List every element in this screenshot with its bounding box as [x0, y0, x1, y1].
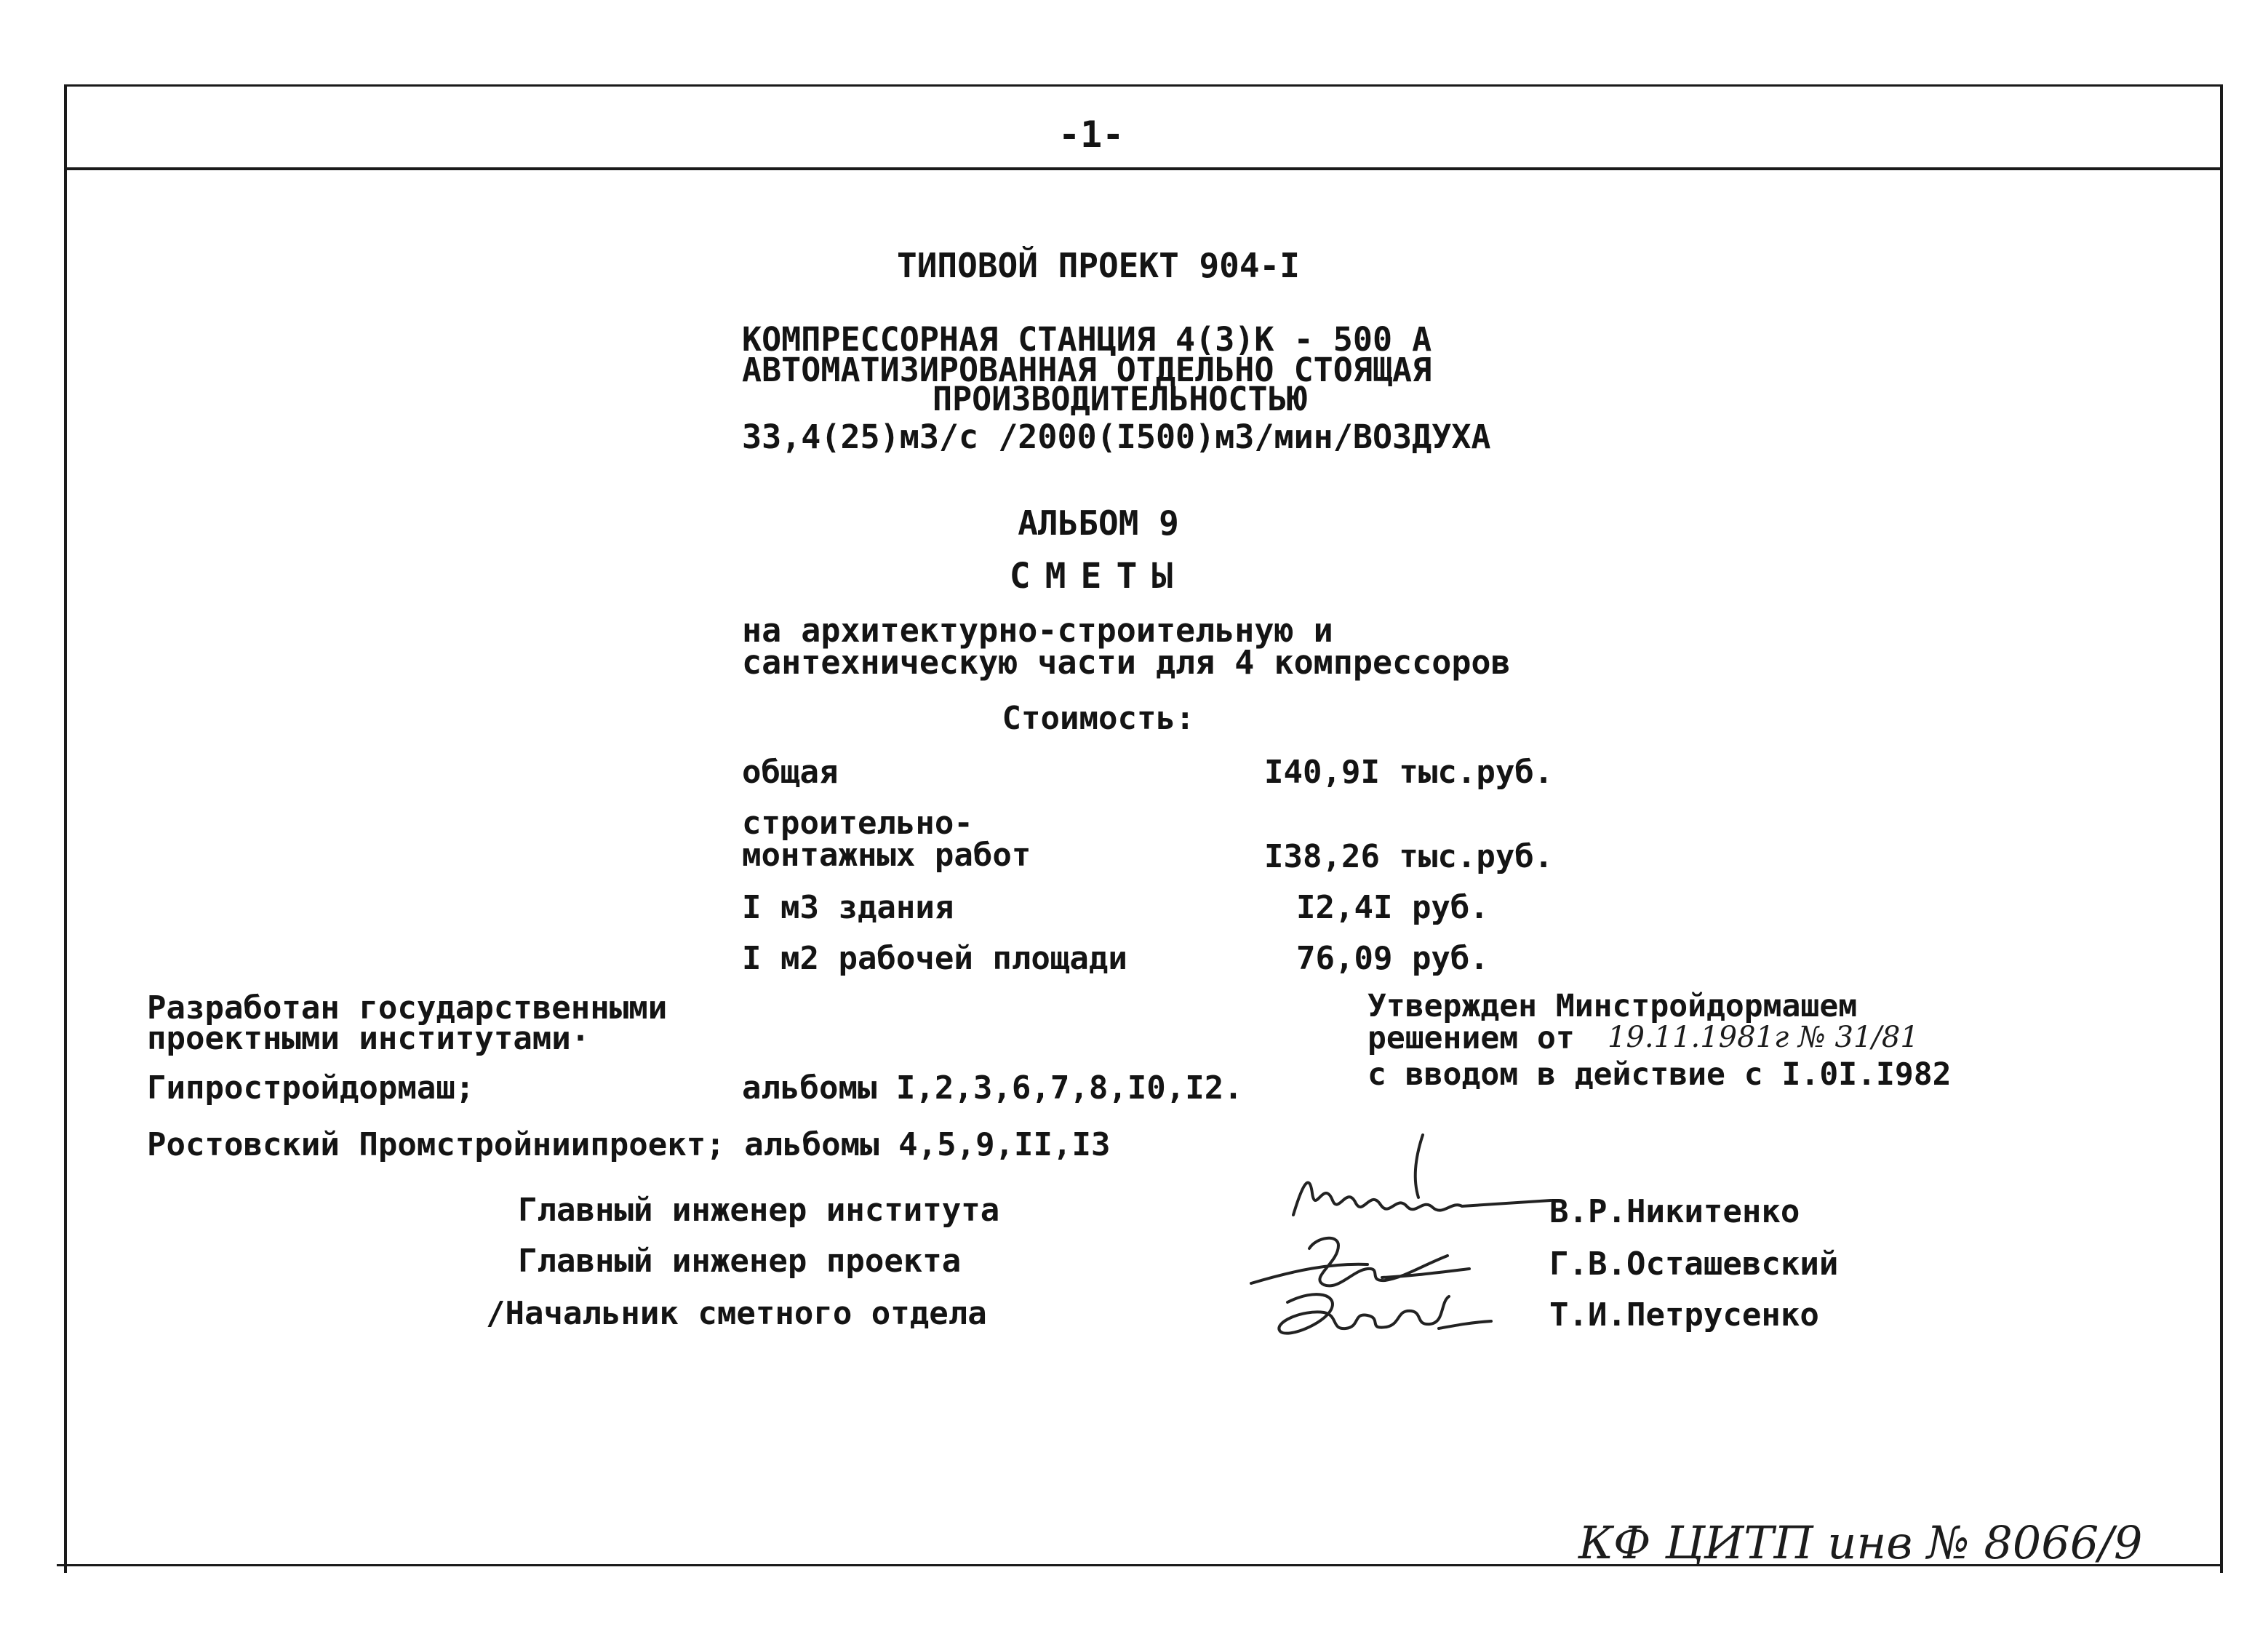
archive-stamp: КФ ЦИТП инв № 8066/9 [1578, 1516, 2143, 1569]
approval-line-3: с вводом в действие с I.0I.I982 [1367, 1056, 1952, 1093]
signature-nikitenko [1280, 1128, 1557, 1237]
cost-value-construction: I38,26 тыс.руб. [1264, 838, 1554, 875]
signature-role-2: Главный инженер проекта [518, 1243, 962, 1280]
developer-org-2: Ростовский Промстройниипроект; альбомы 4,5,9,II,I3 [147, 1126, 1111, 1163]
title-line-1: КОМПРЕССОРНАЯ СТАНЦИЯ 4(3)К - 500 А [742, 320, 1432, 359]
developers-intro-2: проектными институтами· [147, 1020, 591, 1057]
project-title: ТИПОВОЙ ПРОЕКТ 904-I [897, 246, 1300, 285]
header-divider [64, 167, 2223, 170]
title-line-4: 33,4(25)м3/с /2000(I500)м3/мин/ВОЗДУХА [742, 418, 1491, 456]
cost-heading: Стоимость: [1002, 700, 1195, 737]
album-title: АЛЬБОМ 9 [1018, 503, 1179, 543]
cost-value-m3: I2,4I руб. [1296, 889, 1489, 926]
title-line-3: ПРОИЗВОДИТЕЛЬНОСТЬЮ [933, 380, 1307, 418]
approval-line-2-prefix: решением от [1367, 1020, 1575, 1056]
developers-intro-1: Разработан государственными [147, 989, 668, 1027]
cost-value-total: I40,9I тыс.руб. [1264, 754, 1554, 791]
cost-value-m2: 76,09 руб. [1296, 940, 1489, 977]
cost-label-m3: I м3 здания [742, 889, 954, 926]
developer-org-1: Гипростройдормаш; [147, 1069, 475, 1107]
cost-label-construction: строительно- монтажных работ [742, 805, 1031, 874]
cost-label-m2: I м2 рабочей площади [742, 940, 1127, 977]
signature-role-1: Главный инженер института [518, 1192, 1000, 1229]
approval-line-1: Утвержден Минстройдормашем [1367, 988, 1858, 1024]
signature-name-1: В.Р.Никитенко [1549, 1193, 1800, 1230]
title-line-2: АВТОМАТИЗИРОВАННАЯ ОТДЕЛЬНО СТОЯЩАЯ [742, 351, 1432, 389]
signature-name-2: Г.В.Осташевский [1549, 1246, 1839, 1283]
approval-handwritten-date: 19.11.1981г № 31/81 [1608, 1021, 1919, 1054]
signature-petrusenko [1258, 1280, 1506, 1353]
page-frame [64, 84, 2223, 1573]
cost-label-total: общая [742, 754, 839, 791]
document-heading: СМЕТЫ [1009, 556, 1188, 597]
subtitle-line-1: на архитектурно-строительную и [742, 611, 1333, 650]
developer-org-1-albums: альбомы I,2,3,6,7,8,I0,I2. [742, 1069, 1243, 1107]
signature-role-3: /Начальник сметного отдела [486, 1295, 987, 1332]
page-number: -1- [1058, 113, 1125, 156]
subtitle-line-2: сантехническую части для 4 компрессоров [742, 643, 1511, 682]
signature-name-3: Т.И.Петрусенко [1549, 1296, 1819, 1334]
